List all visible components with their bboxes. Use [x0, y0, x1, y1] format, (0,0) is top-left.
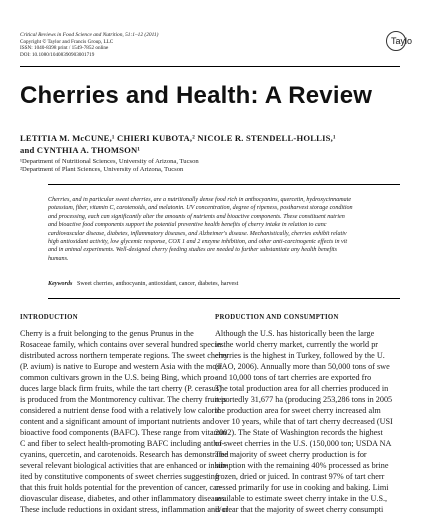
header-rule: [20, 66, 400, 67]
keywords-label: Keywords: [48, 281, 73, 287]
authors-line-2: and CYNTHIA A. THOMSON¹: [20, 145, 141, 155]
keywords-line: [48, 280, 238, 288]
intro-heading: INTRODUCTION: [20, 314, 78, 321]
affiliation-1: ¹Department of Nutritional Sciences, University of Arizona, Tucson: [20, 158, 199, 165]
copyright-line: Copyright © Taylor and Francis Group, LLC: [20, 39, 114, 45]
article-title: Cherries and Health: A Review: [20, 82, 373, 109]
issn-line: ISSN: 1040-8398 print / 1549-7852 online: [20, 45, 109, 52]
intro-body: Cherry is a fruit belonging to the genus Prunus in the Rosaceae family, which contains over several hundred species distributed across northern temperate regions. The sweet cherry (P. avium) is native to Europe and western Asia with the most common cultivars grown in the U.S. being Bing, which pro- duces large black firm fruits, while the tart cherry (P. cerasus) is produced from the Montmorency cultivar. The cherry fruit is considered a nutrient dense food with a relatively low caloric content and a significant amount of important nutrients and bioactive food components (BAFC). These range from vitamin C and fiber to select health-promoting BAFC including antho- cyanins, quercetin, and carotenoids. Research has demonstrated several relevant biological activities that are enhanced or inhib- ited by constitutive components of sweet cherries suggesting that this fruit holds potential for the prevention of cancer, car- diovascular disease, diabetes, and other inflammatory diseases. These include reductions in oxidant stress, inflammation and/or: [20, 329, 229, 514]
journal-citation: Critical Reviews in Food Science and Nutrition, 51:1–12 (2011): [20, 32, 159, 38]
publisher-name: Taylo: [391, 36, 413, 46]
abstract-bottom-rule: [48, 298, 400, 299]
keywords-list: Sweet cherries, anthocyanin, antioxidant, cancer, diabetes, harvest: [76, 281, 239, 287]
abstract-top-rule: [48, 184, 400, 185]
author-list: [20, 132, 400, 156]
authors-line-1: LETITIA M. McCUNE,¹ CHIERI KUBOTA,² NICOLE R. STENDELL-HOLLIS,¹: [20, 133, 336, 143]
production-heading: PRODUCTION AND CONSUMPTION: [215, 314, 339, 321]
production-body: Although the U.S. has historically been the large in the world cherry market, currently the world pr cherries is the highest in Turkey, followed by the U. (FAO, 2006). Annually more than 50,000 tons of swe and 10,000 tons of tart cherries are exported fro The total production area for all cherries produced in reportedly 31,677 ha (producing 253,286 tons in 2005 the production area for sweet cherry increased alm over 10 years, while that of tart cherry decreased (USI 2002). The State of Washington records the highest of sweet cherries in the U.S. (150,000 ton; USDA NA The majority of sweet cherry production is for sumption with the remaining 40% processed as brine frozen, dried or juiced. In contrast 97% of tart cherr cessed primarily for use in cooking and baking. Limi available to estimate sweet cherry intake in the U.S., is clear that the majority of sweet cherry consumpti: [215, 329, 393, 514]
abstract-text: Cherries, and in particular sweet cherries, are a nutritionally dense food rich in anthocyanins, quercetin, hydroxycinnamate potassium, fiber, vitamin C, carotenoids, and melatonin. UV concentration, degree of ripeness, postharvest storage condition and processing, each can significantly alter the amounts of nutrients and bioactive components. These constituent nutrien and bioactive food components support the potential preventive health benefits of cherry intake in relation to canc cardiovascular disease, diabetes, inflammatory diseases, and Alzheimer's disease. Mechanistically, cherries exhibit relativ high antioxidant activity, low glycemic response, COX 1 and 2 enzyme inhibition, and other anti-carcinogenic effects in vit and in animal experiments. Well-designed cherry feeding studies are needed to further substantiate any health benefits humans.: [48, 197, 353, 262]
publisher-logo-icon: [386, 31, 413, 51]
publisher-logo: [386, 31, 413, 53]
journal-meta: [20, 32, 320, 58]
doi-line: DOI: 10.1080/10408390903001719: [20, 51, 95, 58]
affiliations: [20, 158, 400, 175]
affiliation-2: ²Department of Plant Sciences, University of Arizona, Tucson: [20, 166, 184, 174]
